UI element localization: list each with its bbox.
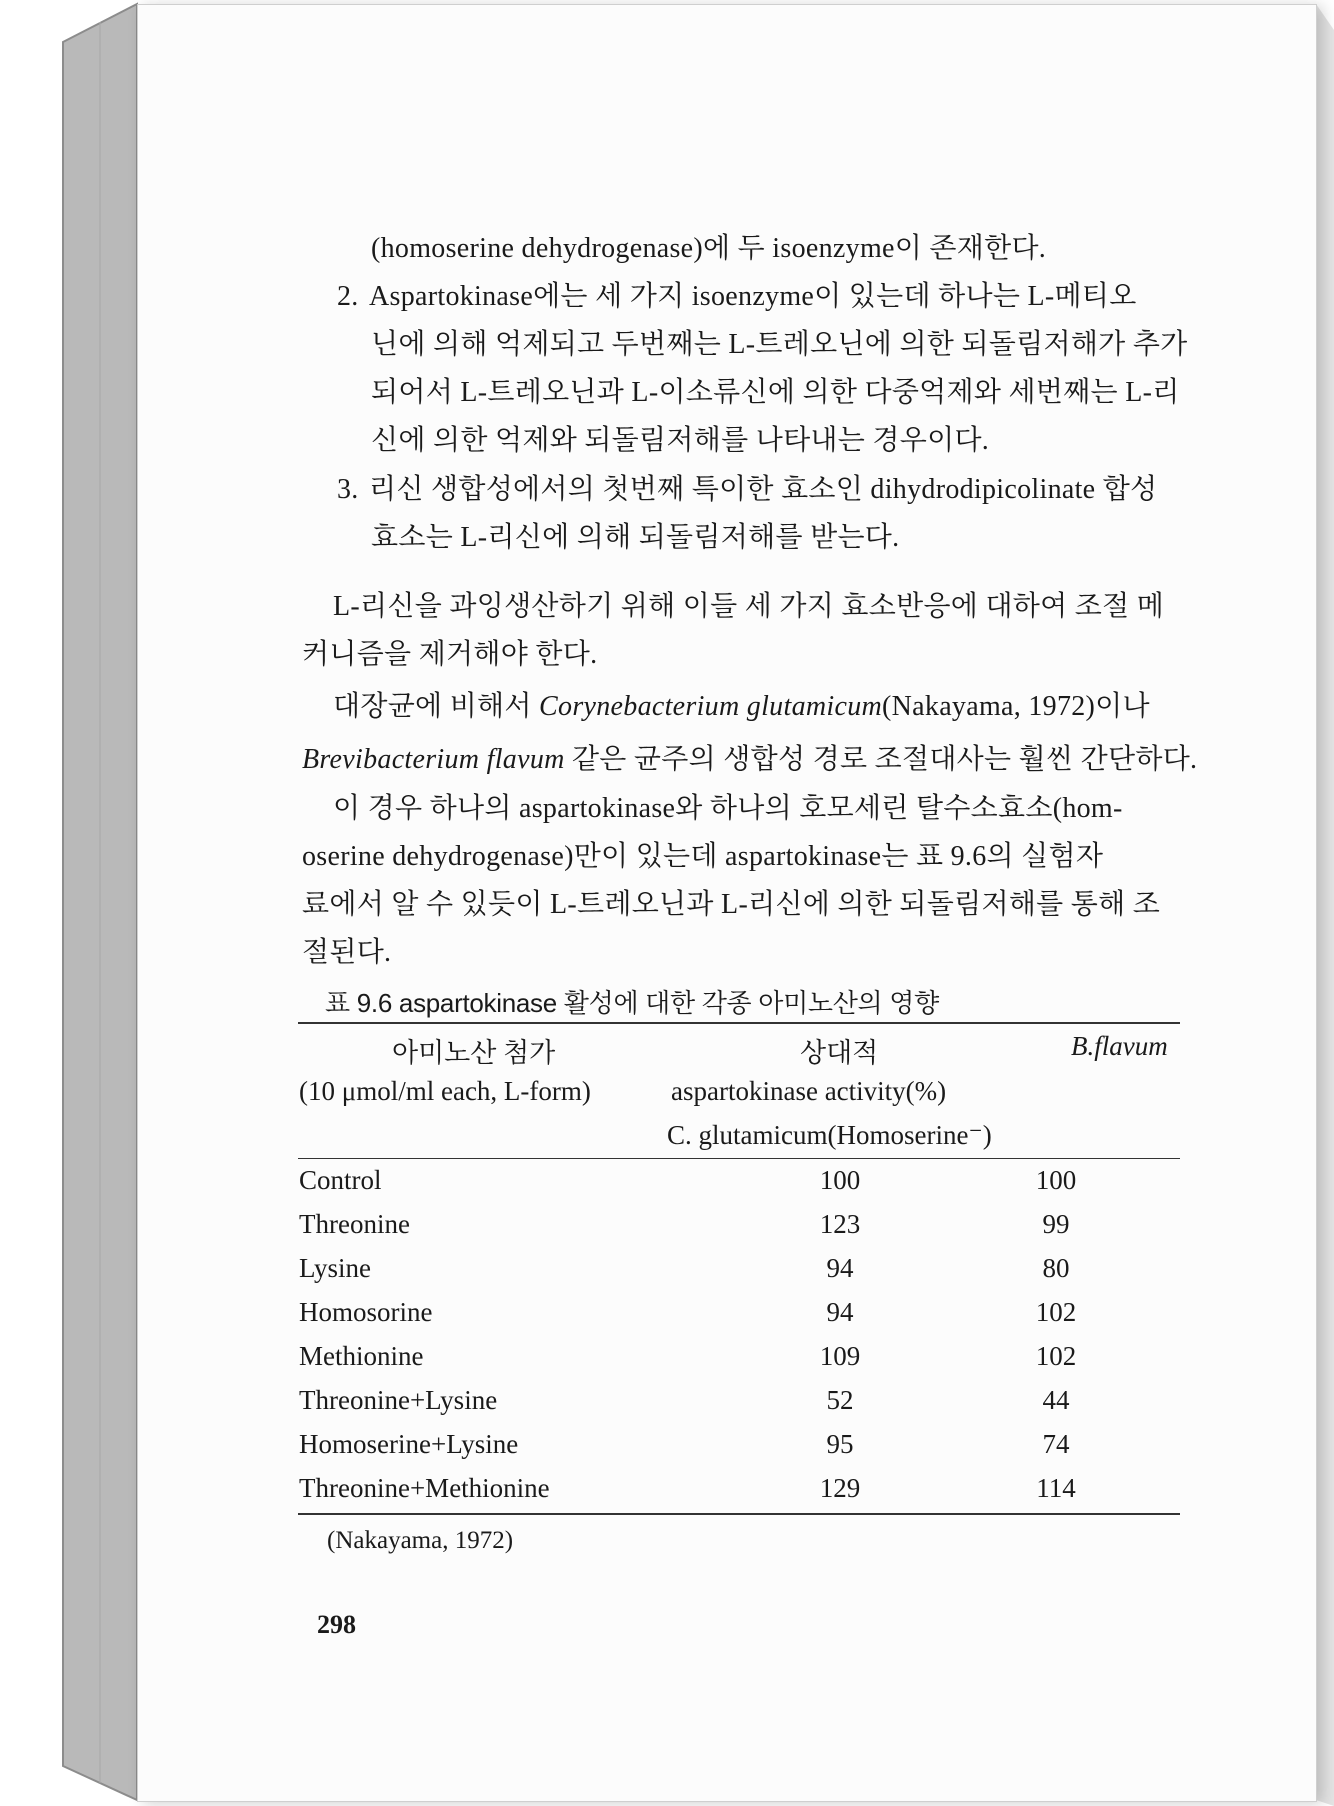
- body-line-8: L-리신을 과잉생산하기 위해 이들 세 가지 효소반응에 대하여 조절 메: [333, 591, 1165, 622]
- header-relative: 상대적: [800, 1038, 879, 1068]
- body-line-2: Aspartokinase에는 세 가지 isoenzyme이 있는데 하나는 L-메티오: [369, 281, 1137, 312]
- table-row-name: Homosorine: [299, 1297, 433, 1327]
- table-cell-cg: 129: [819, 1473, 861, 1503]
- body-line-15: 절된다.: [302, 937, 392, 968]
- species-name: Corynebacterium glutamicum: [539, 691, 883, 722]
- table-cell-bf: 99: [1042, 1209, 1070, 1239]
- table-cell-bf: 102: [1035, 1297, 1077, 1327]
- body-line-4: 되어서 L-트레오닌과 L-이소류신에 의한 다중억제와 세번째는 L-리: [371, 377, 1180, 408]
- table-row-name: Threonine+Lysine: [299, 1385, 498, 1415]
- header-amino-acid: 아미노산 첨가: [392, 1038, 556, 1068]
- text-segment: (Nakayama, 1972)이나: [882, 691, 1150, 722]
- list-number: 3.: [337, 474, 359, 505]
- table-row-name: Threonine: [299, 1209, 410, 1239]
- species-name: Brevibacterium flavum: [302, 744, 565, 775]
- table-cell-bf: 44: [1042, 1385, 1070, 1415]
- table-cell-bf: 100: [1035, 1165, 1077, 1195]
- body-line-7: 효소는 L-리신에 의해 되돌림저해를 받는다.: [371, 522, 900, 553]
- body-line-13: oserine dehydrogenase)만이 있는데 aspartokinase는 표 9.6의 실험자: [302, 841, 1104, 872]
- table-row-name: Control: [299, 1165, 382, 1195]
- table-row-name: Homoserine+Lysine: [299, 1429, 519, 1459]
- table-bottom-rule: [298, 1513, 1180, 1515]
- table-source: (Nakayama, 1972): [327, 1527, 514, 1554]
- table-row-name: Methionine: [299, 1341, 424, 1371]
- body-line-11: [302, 737, 1197, 777]
- list-item-2: [337, 274, 1137, 314]
- table-cell-cg: 94: [826, 1297, 854, 1327]
- table-cell-cg: 100: [819, 1165, 861, 1195]
- body-line-3: 닌에 의해 억제되고 두번째는 L-트레오닌에 의한 되돌림저해가 추가: [371, 329, 1188, 360]
- table-cell-cg: 123: [819, 1209, 861, 1239]
- body-line-9: 커니즘을 제거해야 한다.: [302, 639, 598, 670]
- header-c-glutamicum: C. glutamicum(Homoserine⁻): [667, 1120, 992, 1150]
- body-line-12: 이 경우 하나의 aspartokinase와 하나의 호모세린 탈수소효소(hom-: [333, 793, 1123, 824]
- header-b-flavum: B.flavum: [1071, 1031, 1168, 1061]
- table-row-name: Threonine+Methionine: [299, 1473, 550, 1503]
- text-segment: 대장균에 비해서: [333, 691, 540, 722]
- table-cell-cg: 94: [826, 1253, 854, 1283]
- body-line-14: 료에서 알 수 있듯이 L-트레오닌과 L-리신에 의한 되돌림저해를 통해 조: [302, 889, 1161, 920]
- table-header-rule: [298, 1158, 1180, 1159]
- header-concentration: (10 μmol/ml each, L-form): [299, 1076, 591, 1106]
- header-activity: aspartokinase activity(%): [671, 1076, 947, 1106]
- table-cell-bf: 114: [1036, 1473, 1076, 1503]
- text-segment: 같은 균주의 생합성 경로 조절대사는 훨씬 간단하다.: [564, 744, 1198, 775]
- table-cell-cg: 109: [819, 1341, 861, 1371]
- table-top-rule: [298, 1022, 1180, 1024]
- table-cell-cg: 95: [826, 1429, 854, 1459]
- table-cell-bf: 102: [1035, 1341, 1077, 1371]
- body-line-6: 리신 생합성에서의 첫번째 특이한 효소인 dihydrodipicolinate 합성: [369, 474, 1158, 505]
- table-cell-cg: 52: [826, 1385, 854, 1415]
- list-item-3: [337, 467, 1157, 507]
- body-line-10: [333, 684, 1150, 724]
- table-cell-bf: 74: [1042, 1429, 1070, 1459]
- body-line-5: 신에 의한 억제와 되돌림저해를 나타내는 경우이다.: [371, 425, 990, 456]
- table-caption: 표 9.6 aspartokinase 활성에 대한 각종 아미노산의 영향: [325, 988, 939, 1018]
- table-row-name: Lysine: [299, 1253, 371, 1283]
- list-number: 2.: [337, 281, 359, 312]
- body-line-1: (homoserine dehydrogenase)에 두 isoenzyme이 존재한다.: [371, 233, 1047, 264]
- table-cell-bf: 80: [1042, 1253, 1070, 1283]
- page-number: 298: [317, 1610, 356, 1639]
